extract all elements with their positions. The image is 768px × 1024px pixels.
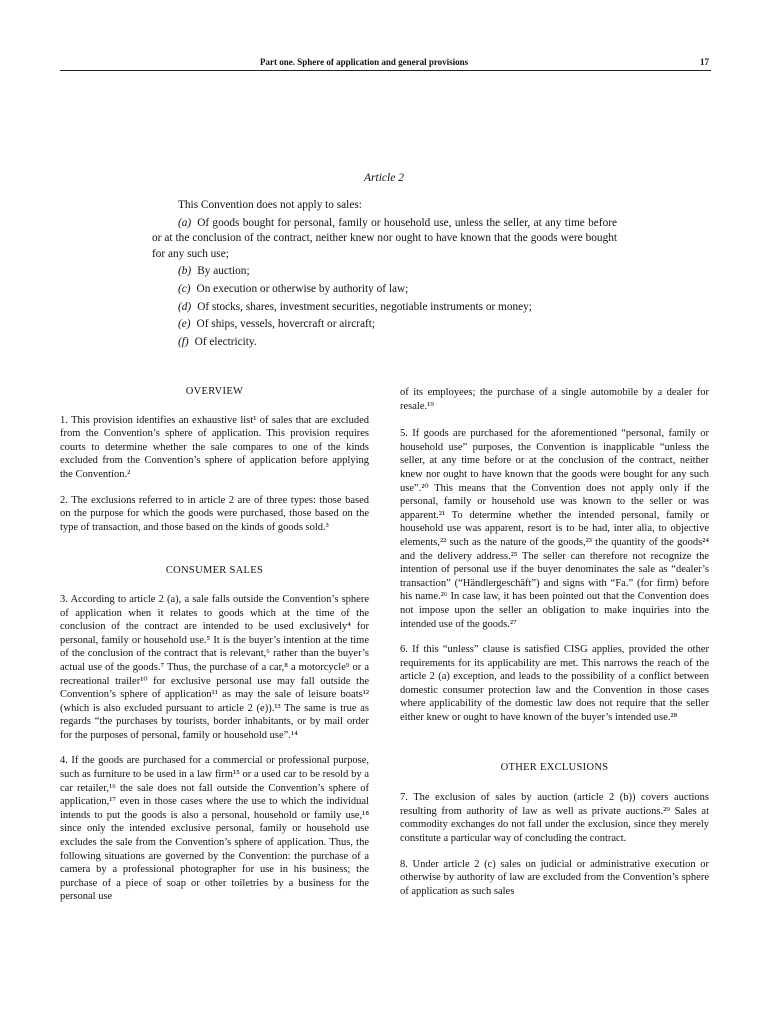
clause-text: By auction;	[197, 265, 250, 278]
clause-label: (f)	[178, 335, 189, 348]
paragraph-4: 4. If the goods are purchased for a commercial or professional purpose, such as furniture to be used in a law firm¹⁵ or a used car to be resold by a car retailer,¹⁶ the sale does not fall outside the Convention’s sphere of application,¹⁷ even in those cases where the use to which the individual intends to put the goods is also a personal, household or family use,¹⁸ since only the intended exclusive personal, family or household use excludes the sale from the Convention’s sphere of application. Thus, the following situations are governed by the Convention: the purchase of a camera by a professional photographer for use in his business; the purchase of a piece of soap or other toiletries by a business for the personal use	[60, 755, 369, 903]
paragraph-4-continued: of its employees; the purchase of a single automobile by a dealer for resale.¹⁹	[400, 387, 709, 412]
paragraph-8: 8. Under article 2 (c) sales on judicial or administrative execution or otherwise by authority of law are excluded from the Convention’s sphere of application as such sales	[400, 858, 709, 897]
article-intro: This Convention does not apply to sales:	[178, 199, 362, 211]
article-clause	[152, 216, 617, 263]
article-clause	[152, 300, 617, 316]
section-heading-overview: OVERVIEW	[185, 386, 244, 397]
clause-text: Of electricity.	[194, 335, 257, 348]
clause-label: (b)	[178, 265, 192, 278]
paragraph-1: 1. This provision identifies an exhaustive list¹ of sales that are excluded from the Convention’s sphere of application. This provision requires courts to determine whether the sale compares to one of the kinds excluded from the Convention’s sphere of application before applying the Convention.²	[60, 414, 369, 480]
page-number: 17	[700, 57, 709, 67]
paragraph-5: 5. If goods are purchased for the aforementioned “personal, family or household use” purposes, the Convention is inapplicable “unless the seller, at any time before or at the conclusion of the contract, neither knew nor ought to have known that the goods were bought for any such use”.²⁰ This means that the Convention does not apply only if the personal, family or household use was known to the seller or was apparent.²¹ To determine whether the intended personal, family or household use was apparent, resort is to be had, inter alia, to objective elements,²² such as the nature of the goods,²³ the quantity of the goods²⁴ and the delivery address.²⁵ The seller can therefore not recognize the intention of personal use if the buyer denominates the sale as “dealer’s transaction” (“Händlergeschäft”) and signs with “Fa.” (for firm) before his name.²⁶ In case law, it has been pointed out that the Convention does not impose upon the seller an obligation to make inquiries into the intended use of the goods.²⁷	[400, 428, 709, 630]
paragraph-2: 2. The exclusions referred to in article 2 are of three types: those based on the purpose for which the goods were purchased, those based on the type of transaction, and those based on the kinds of goods sold.³	[60, 494, 369, 533]
paragraph-7: 7. The exclusion of sales by auction (article 2 (b)) covers auctions resulting from authority of law as well as private auctions.²⁹ Sales at commodity exchanges do not fall under the exclusion, since they merely constitute a particular way of concluding the contract.	[400, 792, 709, 845]
clause-text: Of ships, vessels, hovercraft or aircraft;	[196, 318, 376, 331]
section-heading-other-exclusions: OTHER EXCLUSIONS	[500, 761, 609, 773]
clause-label: (c)	[178, 282, 191, 295]
article-clause	[152, 282, 617, 298]
clause-text: Of stocks, shares, investment securities, negotiable instruments or money;	[197, 300, 532, 313]
article-clause	[152, 264, 617, 280]
clause-text: Of goods bought for personal, family or household use, unless the seller, at any time before or at the conclusion of the contract, neither knew nor ought to have known that the goods were bought for any such use;	[152, 216, 617, 260]
left-column	[60, 385, 369, 916]
clause-label: (a)	[178, 216, 192, 229]
running-header	[60, 57, 711, 71]
running-header-title: Part one. Sphere of application and general provisions	[260, 57, 469, 67]
paragraph-3: 3. According to article 2 (a), a sale falls outside the Convention’s sphere of application when it relates to goods which at the time of the conclusion of the contract are intended to be used exclusively⁴ for personal, family or household use.⁵ It is the buyer’s intention at the time of the conclusion of the contract that is relevant,⁶ rather than the buyer’s actual use of the goods.⁷ Thus, the purchase of a car,⁸ a motorcycle⁹ or a recreational trailer¹⁰ for exclusive personal use may fall outside the Convention’s sphere of application¹¹ as may the sale of leisure boats¹² (which is also excluded pursuant to article 2 (e)).¹³ The same is true as regards “the purchases by tourists, border inhabitants, or by mail order for the purposes of personal, family or household use”.¹⁴	[60, 593, 369, 741]
clause-label: (e)	[178, 318, 191, 331]
right-column	[400, 386, 709, 910]
section-heading-consumer-sales: CONSUMER SALES	[165, 565, 264, 577]
article-text	[152, 198, 617, 350]
clause-text: On execution or otherwise by authority of law;	[196, 282, 409, 295]
clause-label: (d)	[178, 300, 192, 313]
article-clause	[152, 335, 617, 351]
article-title: Article 2	[364, 172, 404, 184]
article-clause	[152, 317, 617, 333]
paragraph-6: 6. If this “unless” clause is satisfied CISG applies, provided the other requirements for its applicability are met. This narrows the reach of the article 2 (a) exception, and leads to the possibility of a conflict between domestic consumer protection law and the Convention in those cases where applicability of the domestic law does not require that the seller either knew or ought to have known of the buyer’s intended use.²⁸	[400, 644, 709, 724]
